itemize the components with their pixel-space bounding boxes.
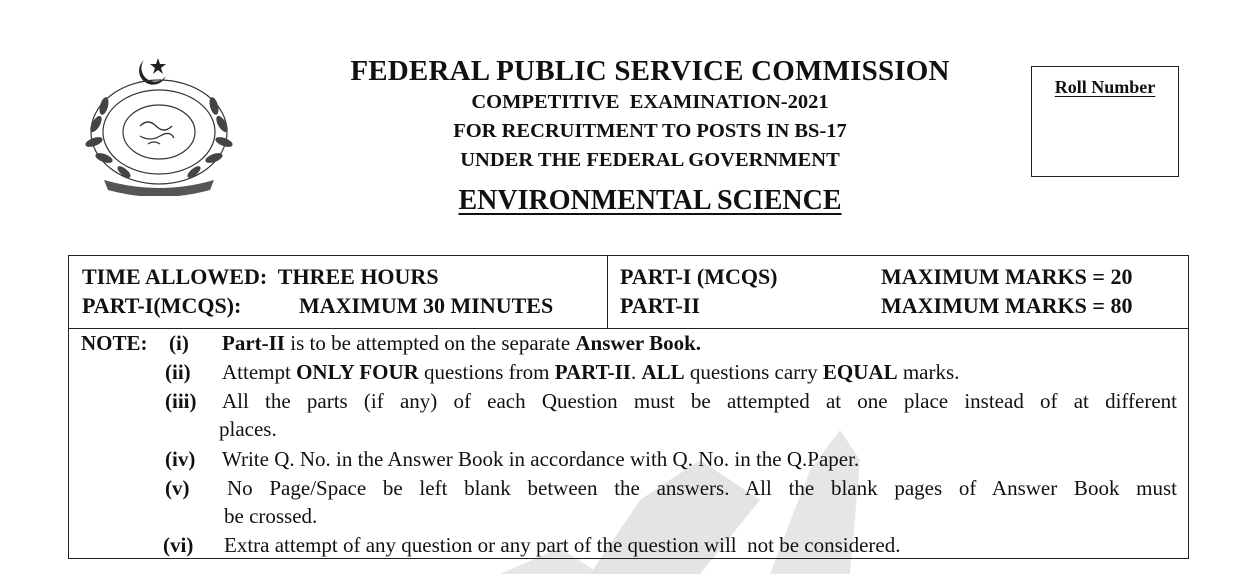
note-number: (iii) xyxy=(165,389,197,413)
note-emphasis: Part-II xyxy=(222,331,285,355)
note-item-3-line-2: places. xyxy=(219,417,277,441)
note-item-3-line-1: All the parts (if any) of each Question must be attempted at one place instead of at different xyxy=(222,389,1177,413)
note-item-5-line-2: be crossed. xyxy=(224,504,318,528)
note-item-2 xyxy=(222,358,959,387)
note-text: marks. xyxy=(897,360,960,384)
note-number: (iv) xyxy=(165,447,196,471)
note-text: questions carry xyxy=(684,360,823,384)
note-text: is to be attempted on the separate xyxy=(284,331,576,355)
part2-marks: MAXIMUM MARKS = 80 xyxy=(881,293,1133,318)
note-emphasis: ALL xyxy=(641,360,685,384)
note-item-6: Extra attempt of any question or any part of the question will not be considered. xyxy=(224,533,901,557)
part1-label: PART-I (MCQS) xyxy=(620,264,778,289)
note-item-1 xyxy=(222,329,701,358)
note-emphasis: ONLY FOUR xyxy=(296,360,419,384)
note-emphasis: PART-II xyxy=(554,360,631,384)
note-number: (ii) xyxy=(165,360,191,384)
part1-marks: MAXIMUM MARKS = 20 xyxy=(881,264,1133,289)
note-text: . xyxy=(630,360,642,384)
note-item-4: Write Q. No. in the Answer Book in accordance with Q. No. in the Q.Paper. xyxy=(222,447,860,471)
part1-time-label: PART-I(MCQS): xyxy=(82,293,242,318)
government-line: UNDER THE FEDERAL GOVERNMENT xyxy=(460,149,840,171)
exam-title: COMPETITIVE EXAMINATION-2021 xyxy=(471,91,829,113)
note-text: Attempt xyxy=(222,360,297,384)
note-heading: NOTE: xyxy=(81,331,148,355)
time-allowed: TIME ALLOWED: THREE HOURS xyxy=(82,264,439,289)
paper-header xyxy=(300,54,1000,219)
note-number: (i) xyxy=(169,331,189,355)
column-divider xyxy=(607,256,608,329)
recruitment-line: FOR RECRUITMENT TO POSTS IN BS-17 xyxy=(453,120,847,142)
roll-number-label: Roll Number xyxy=(1054,77,1156,97)
note-item-5-line-1: No Page/Space be left blank between the answers. All the blank pages of Answer Book must xyxy=(227,476,1177,500)
organization-title: FEDERAL PUBLIC SERVICE COMMISSION xyxy=(350,55,950,87)
instructions-table xyxy=(68,255,1189,559)
note-emphasis: Answer Book. xyxy=(575,331,702,355)
part2-label: PART-II xyxy=(620,293,700,318)
time-marks-row xyxy=(69,256,1188,329)
note-emphasis: EQUAL xyxy=(822,360,898,384)
fpsc-emblem-icon xyxy=(74,54,244,196)
roll-number-box[interactable] xyxy=(1031,66,1179,177)
note-number: (v) xyxy=(165,476,190,500)
subject-title: ENVIRONMENTAL SCIENCE xyxy=(458,185,842,216)
note-number: (vi) xyxy=(163,533,194,557)
part1-time-value: MAXIMUM 30 MINUTES xyxy=(299,293,554,318)
note-text: questions from xyxy=(418,360,555,384)
